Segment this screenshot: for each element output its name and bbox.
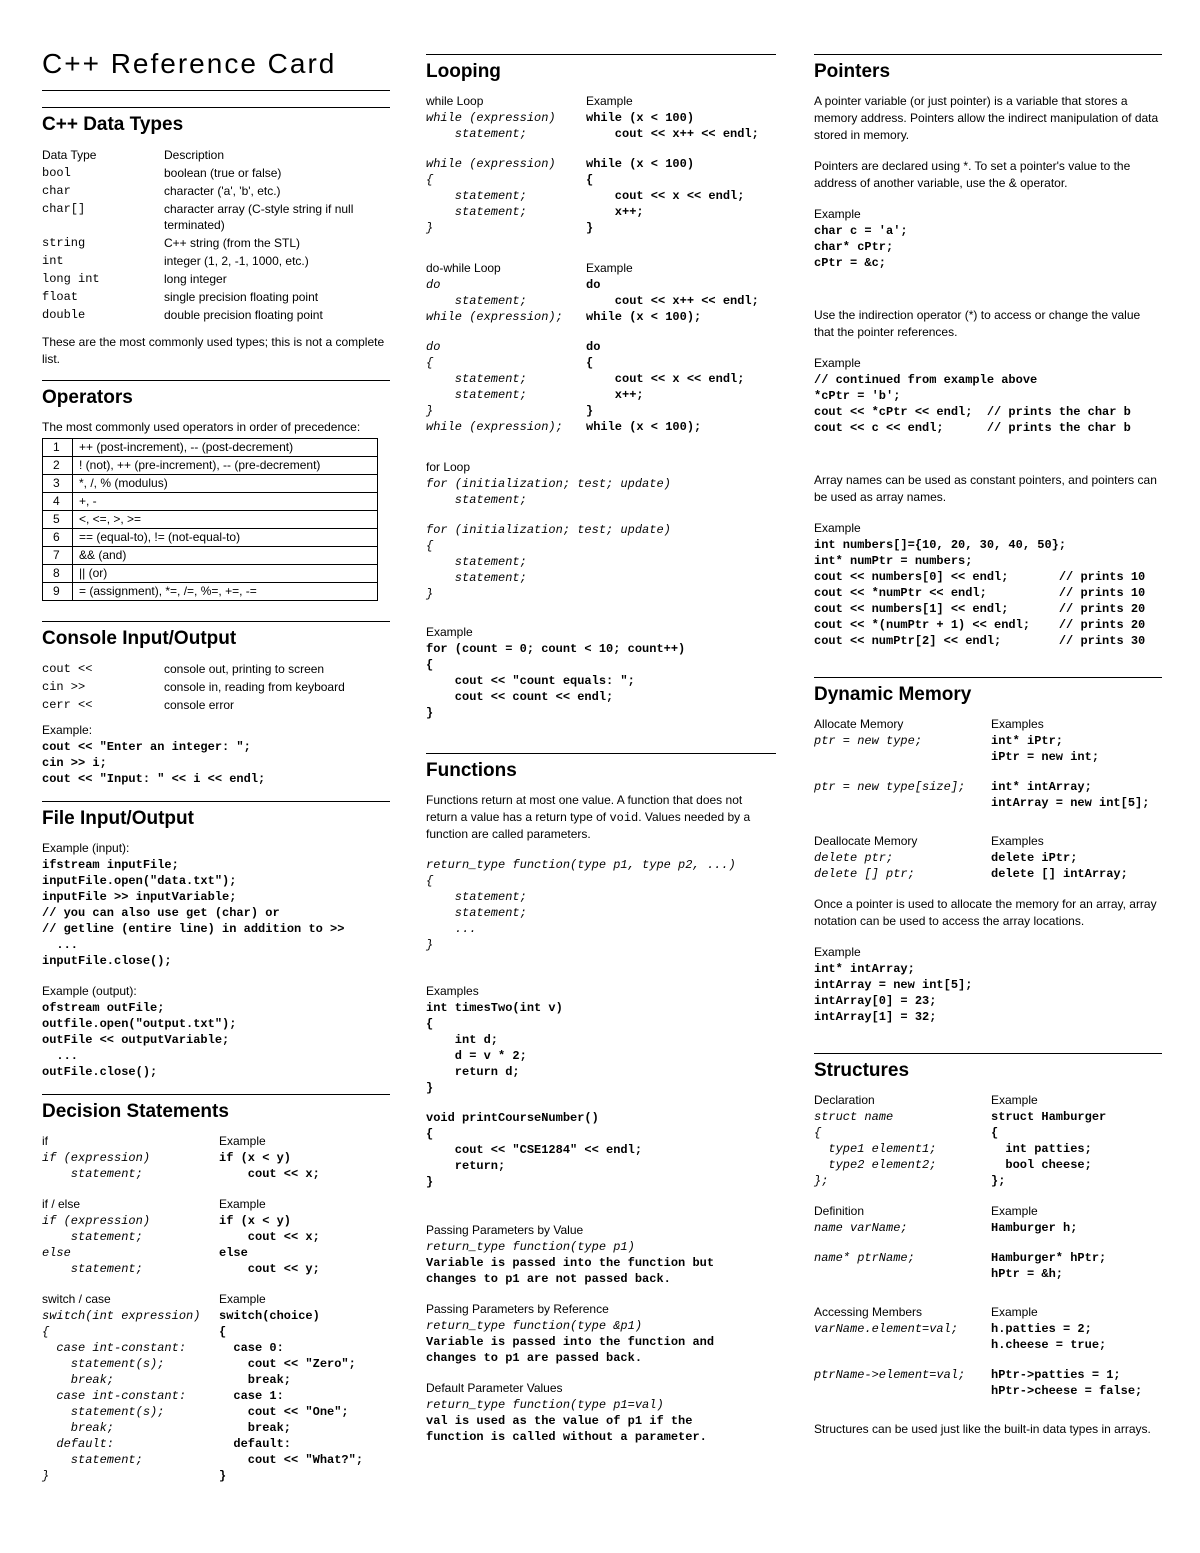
- section-heading: Operators: [42, 387, 133, 408]
- operators-table: [42, 438, 378, 601]
- data-type-description: character ('a', 'b', etc.): [164, 184, 281, 198]
- table-row: [42, 182, 390, 200]
- section-heading: Console Input/Output: [42, 628, 237, 649]
- label: Example: [814, 356, 861, 370]
- data-type-description: long integer: [164, 272, 227, 286]
- precedence-number: 3: [43, 475, 73, 493]
- label: Example: [219, 1197, 266, 1211]
- section-heading: C++ Data Types: [42, 114, 184, 135]
- code-block: if (expression) statement;: [42, 1151, 151, 1181]
- operator-description: == (equal-to), != (not-equal-to): [73, 529, 378, 547]
- label: Passing Parameters by Value: [426, 1223, 584, 1237]
- paragraph: Pointers are declared using *. To set a pointer's value to the address of another variable, use the & operator.: [814, 159, 1131, 190]
- section-operators: [42, 380, 390, 621]
- precedence-number: 8: [43, 565, 73, 583]
- code-block: ptrName->element=val;: [814, 1368, 966, 1382]
- label: switch / case: [42, 1292, 111, 1306]
- operator-description: && (and): [73, 547, 378, 565]
- label: Definition: [814, 1204, 865, 1218]
- data-type-description: C++ string (from the STL): [164, 236, 301, 250]
- code-block: struct name { type1 element1; type2 element2; };: [814, 1110, 937, 1188]
- label: Example: [814, 521, 861, 535]
- inline-code: void: [609, 811, 639, 825]
- code-block: if (x < y) cout << x;: [219, 1151, 320, 1181]
- label: Accessing Members: [814, 1305, 923, 1319]
- section-functions: [426, 753, 776, 1445]
- paragraph: A pointer variable (or just pointer) is a variable that stores a memory address. Pointers allow the indirect manipulation of data stored in memory.: [814, 94, 1159, 142]
- table-row: [42, 288, 390, 306]
- code-block: // continued from example above *cPtr = 'b'; cout << *cPtr << endl; // prints the char b cout << c << endl; // prints the char b: [814, 373, 1131, 435]
- table-row: [42, 660, 390, 678]
- code-block: name* ptrName;: [814, 1251, 915, 1265]
- operator-description: +, -: [73, 493, 378, 511]
- console-table: [42, 660, 390, 714]
- column-header-description: Description: [164, 148, 225, 162]
- data-type-description: single precision floating point: [164, 290, 319, 304]
- precedence-number: 4: [43, 493, 73, 511]
- section-heading: Looping: [426, 61, 501, 82]
- section-heading: Pointers: [814, 61, 891, 82]
- section-data-types: [42, 107, 390, 368]
- section-decision-statements: [42, 1094, 390, 1484]
- section-pointers: [814, 54, 1162, 649]
- table-row: [43, 547, 378, 565]
- code-block: ifstream inputFile; inputFile.open("data.txt"); inputFile >> inputVariable; // you can also use get (char) or // getline (entire line) in addition to >> ... inputFile.close();: [42, 858, 345, 968]
- table-row: [43, 583, 378, 601]
- data-type-name: char: [42, 184, 71, 198]
- data-type-description: boolean (true or false): [164, 166, 282, 180]
- code-block: while (expression) { statement; statement; }: [426, 157, 556, 235]
- code-block: Hamburger h;: [991, 1221, 1078, 1235]
- data-type-description: double precision floating point: [164, 308, 323, 322]
- column-1: [42, 44, 390, 1484]
- section-console-io: [42, 621, 390, 787]
- label: Allocate Memory: [814, 717, 904, 731]
- table-header-row: [42, 146, 390, 164]
- code-block: do statement; while (expression);: [426, 278, 563, 324]
- section-file-io: [42, 801, 390, 1080]
- table-row: [42, 252, 390, 270]
- label: Example: [586, 261, 633, 275]
- example-label: Example:: [42, 723, 93, 737]
- label: Example: [586, 94, 633, 108]
- code-block: int* intArray; intArray = new int[5];: [991, 780, 1150, 810]
- column-2: [426, 44, 776, 1445]
- operators-intro: The most commonly used operators in order of precedence:: [42, 420, 361, 434]
- table-row: [42, 200, 390, 234]
- data-type-description: integer (1, 2, -1, 1000, etc.): [164, 254, 309, 268]
- column-3: [814, 44, 1162, 1438]
- code-block: return_type function(type p1, type p2, ...) { statement; statement; ... }: [426, 858, 736, 952]
- operator-description: || (or): [73, 565, 378, 583]
- code-block: hPtr->patties = 1; hPtr->cheese = false;: [991, 1368, 1143, 1398]
- label: if / else: [42, 1197, 81, 1211]
- page-title: C++ Reference Card: [42, 48, 390, 91]
- code-block: switch(int expression) { case int-constant: statement(s); break; case int-constant: statement(s); break; default: statement; }: [42, 1309, 201, 1483]
- label: Examples: [426, 984, 479, 998]
- precedence-number: 1: [43, 439, 73, 457]
- data-type-name: double: [42, 308, 86, 322]
- code-block: varName.element=val;: [814, 1322, 959, 1336]
- code-block: name varName;: [814, 1221, 908, 1235]
- code-block: ptr = new type;: [814, 734, 923, 748]
- label: Deallocate Memory: [814, 834, 918, 848]
- table-row: [42, 234, 390, 252]
- label: Example: [219, 1134, 266, 1148]
- paragraph: Once a pointer is used to allocate the memory for an array, array notation can be used to access the array locations.: [814, 897, 1157, 928]
- code-block: int* iPtr; iPtr = new int;: [991, 734, 1100, 764]
- data-type-name: bool: [42, 166, 71, 180]
- section-structures: [814, 1053, 1162, 1438]
- data-type-name: int: [42, 254, 64, 268]
- label: if: [42, 1134, 48, 1148]
- table-row: [43, 493, 378, 511]
- label: do-while Loop: [426, 261, 501, 275]
- code-block: if (expression) statement; else statement;: [42, 1214, 151, 1276]
- operator-description: ++ (post-increment), -- (post-decrement): [73, 439, 378, 457]
- description: Variable is passed into the function but changes to p1 are not passed back.: [426, 1256, 715, 1286]
- code-block: while (x < 100) cout << x++ << endl;: [586, 111, 759, 141]
- table-row: [43, 529, 378, 547]
- data-type-name: float: [42, 290, 79, 304]
- section-dynamic-memory: [814, 677, 1162, 1025]
- table-row: [43, 457, 378, 475]
- label: Example: [814, 945, 861, 959]
- table-row: [42, 696, 390, 714]
- label: Example: [991, 1305, 1038, 1319]
- example-label: Example (output):: [42, 984, 137, 998]
- label: Example: [814, 207, 861, 221]
- table-row: [42, 306, 390, 324]
- label: Example: [219, 1292, 266, 1306]
- code-block: for (count = 0; count < 10; count++) { cout << "count equals: "; cout << count << endl; }: [426, 642, 686, 720]
- column-header-type: Data Type: [42, 148, 97, 162]
- example-label: Example (input):: [42, 841, 130, 855]
- data-type-name: string: [42, 236, 86, 250]
- table-row: [42, 270, 390, 288]
- stream-operator: cout <<: [42, 662, 93, 676]
- code-block: char c = 'a'; char* cPtr; cPtr = &c;: [814, 224, 908, 270]
- description: val is used as the value of p1 if the function is called without a parameter.: [426, 1414, 707, 1444]
- label: Example: [991, 1204, 1038, 1218]
- stream-operator: cerr <<: [42, 698, 93, 712]
- table-row: [42, 164, 390, 182]
- stream-description: console out, printing to screen: [164, 662, 325, 676]
- label: Declaration: [814, 1093, 875, 1107]
- section-heading: File Input/Output: [42, 808, 194, 829]
- label: Example: [991, 1093, 1038, 1107]
- data-types-table: [42, 146, 390, 324]
- code-block: if (x < y) cout << x; else cout << y;: [219, 1214, 320, 1276]
- table-row: [43, 475, 378, 493]
- table-row: [43, 439, 378, 457]
- code-block: delete ptr; delete [] ptr;: [814, 851, 915, 881]
- code-block: do { statement; statement; } while (expression);: [426, 340, 563, 434]
- table-row: [43, 511, 378, 529]
- data-type-description: character array (C-style string if null terminated): [164, 202, 354, 232]
- label: Default Parameter Values: [426, 1381, 563, 1395]
- code-block: int timesTwo(int v) { int d; d = v * 2; return d; }: [426, 1001, 563, 1095]
- code-block: delete iPtr; delete [] intArray;: [991, 851, 1128, 881]
- label: Examples: [991, 834, 1044, 848]
- code-block: struct Hamburger { int patties; bool cheese; };: [991, 1110, 1107, 1188]
- stream-operator: cin >>: [42, 680, 86, 694]
- stream-description: console error: [164, 698, 235, 712]
- table-row: [43, 565, 378, 583]
- precedence-number: 6: [43, 529, 73, 547]
- code-block: for (initialization; test; update) { statement; statement; }: [426, 523, 671, 601]
- section-heading: Dynamic Memory: [814, 684, 972, 705]
- code-block: switch(choice) { case 0: cout << "Zero"; break; case 1: cout << "One"; break; default: cout << "What?"; }: [219, 1309, 364, 1483]
- code-block: ofstream outFile; outfile.open("output.txt"); outFile << outputVariable; ... outFile.close();: [42, 1001, 237, 1079]
- section-heading: Functions: [426, 760, 517, 781]
- code-block: return_type function(type &p1): [426, 1319, 643, 1333]
- code-block: do cout << x++ << endl; while (x < 100);: [586, 278, 759, 324]
- precedence-number: 9: [43, 583, 73, 601]
- text: Functions return at most one value. A function that does not return a value has a return type of: [426, 793, 743, 824]
- precedence-number: 2: [43, 457, 73, 475]
- code-block: cout << "Enter an integer: "; cin >> i; cout << "Input: " << i << endl;: [42, 740, 266, 786]
- paragraph: Use the indirection operator (*) to access or change the value that the pointer references.: [814, 308, 1141, 339]
- data-type-name: long int: [42, 272, 100, 286]
- code-block: for (initialization; test; update) statement;: [426, 477, 671, 507]
- code-block: void printCourseNumber() { cout << "CSE1284" << endl; return; }: [426, 1111, 643, 1189]
- text: . Values needed by a function are called parameters.: [426, 810, 751, 841]
- data-type-name: char[]: [42, 202, 86, 216]
- code-block: ptr = new type[size];: [814, 780, 966, 794]
- paragraph: Structures can be used just like the built-in data types in arrays.: [814, 1422, 1151, 1436]
- label: for Loop: [426, 460, 471, 474]
- code-block: do { cout << x << endl; x++; } while (x < 100);: [586, 340, 745, 434]
- precedence-number: 5: [43, 511, 73, 529]
- label: Examples: [991, 717, 1044, 731]
- paragraph: Array names can be used as constant pointers, and pointers can be used as array names.: [814, 473, 1157, 504]
- table-row: [42, 678, 390, 696]
- code-block: while (x < 100) { cout << x << endl; x++; }: [586, 157, 745, 235]
- section-heading: Decision Statements: [42, 1101, 229, 1122]
- precedence-number: 7: [43, 547, 73, 565]
- code-block: int* intArray; intArray = new int[5]; intArray[0] = 23; intArray[1] = 32;: [814, 962, 973, 1024]
- operator-description: <, <=, >, >=: [73, 511, 378, 529]
- label: while Loop: [426, 94, 484, 108]
- description: Variable is passed into the function and changes to p1 are passed back.: [426, 1335, 715, 1365]
- label: Passing Parameters by Reference: [426, 1302, 609, 1316]
- operator-description: ! (not), ++ (pre-increment), -- (pre-decrement): [73, 457, 378, 475]
- section-heading: Structures: [814, 1060, 910, 1081]
- data-types-note: These are the most commonly used types; this is not a complete list.: [42, 335, 385, 366]
- label: Example: [426, 625, 473, 639]
- code-block: int numbers[]={10, 20, 30, 40, 50}; int* numPtr = numbers; cout << numbers[0] << endl; // prints 10 cout << *numPtr << endl; // prints 10 cout << numbers[1] << endl; // prints 20 cout << *(numPtr + 1) << endl; // prints 20 cout << numPtr[2] << endl; // prints 30: [814, 538, 1146, 648]
- code-block: while (expression) statement;: [426, 111, 556, 141]
- stream-description: console in, reading from keyboard: [164, 680, 345, 694]
- code-block: return_type function(type p1): [426, 1240, 635, 1254]
- operator-description: *, /, % (modulus): [73, 475, 378, 493]
- section-looping: [426, 54, 776, 721]
- code-block: return_type function(type p1=val): [426, 1398, 664, 1412]
- functions-intro: [426, 792, 776, 843]
- code-block: h.patties = 2; h.cheese = true;: [991, 1322, 1107, 1352]
- code-block: Hamburger* hPtr; hPtr = &h;: [991, 1251, 1107, 1281]
- operator-description: = (assignment), *=, /=, %=, +=, -=: [73, 583, 378, 601]
